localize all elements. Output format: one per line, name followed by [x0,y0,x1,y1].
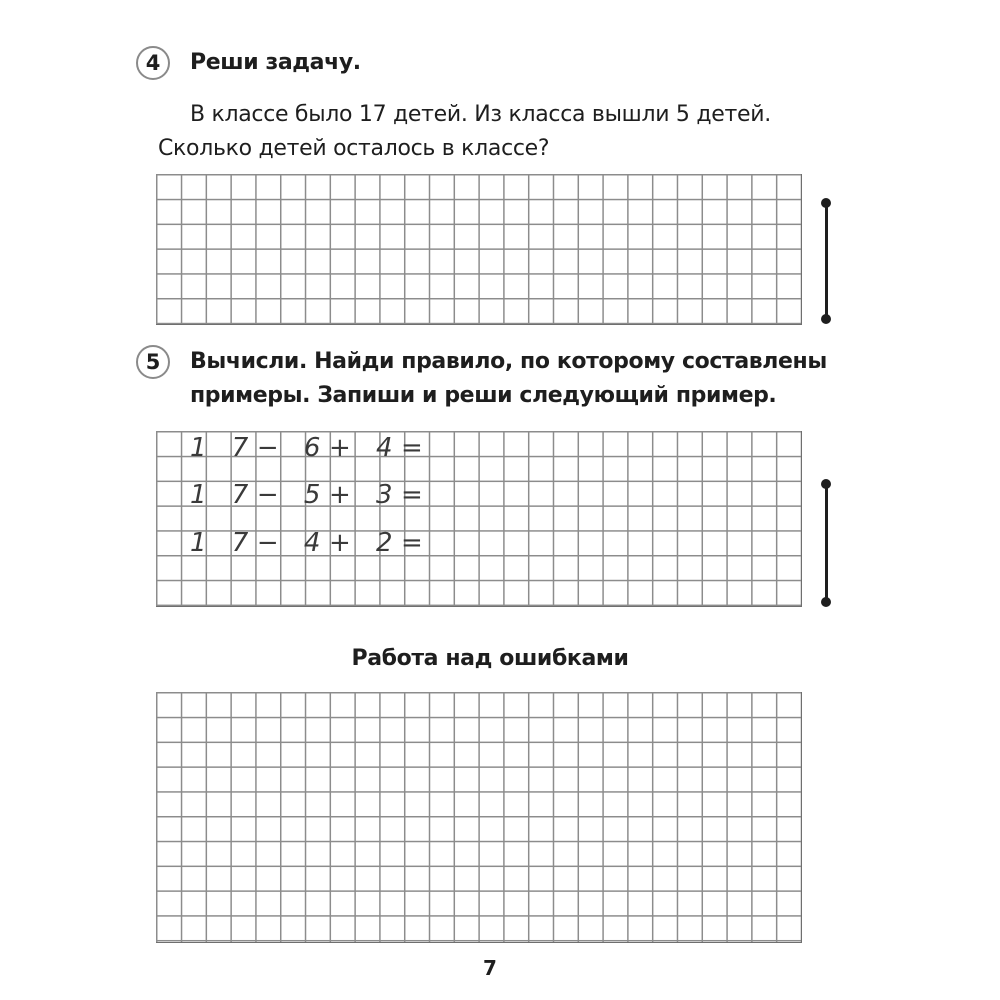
page-number: 7 [483,956,497,980]
errors-answer-grid[interactable] [156,692,802,943]
task-4-bracket-marker [821,202,831,320]
task-5-title-line-2: примеры. Запиши и реши следующий пример. [190,383,777,408]
task-4-text-line-1: В классе было 17 детей. Из класса вышли 5 детей. [190,102,771,127]
task-4-title: Реши задачу. [190,50,361,75]
errors-section-title: Работа над ошибками [351,646,629,671]
task-5-number-badge [136,345,170,379]
task-4-number: 4 [145,51,161,75]
task-5-example-3: 1 7− 4+ 2= [190,528,432,558]
task-5-example-1: 1 7− 6+ 4= [190,433,432,463]
task-5-title-line-1: Вычисли. Найди правило, по которому составлены [190,349,827,374]
task-4-number-badge [136,46,170,80]
task-4-answer-grid[interactable] [156,174,802,325]
task-5-number: 5 [145,350,161,374]
task-4-text-line-2: Сколько детей осталось в классе? [158,136,550,161]
task-5-bracket-marker [821,483,831,603]
task-5-example-2: 1 7− 5+ 3= [190,480,432,510]
